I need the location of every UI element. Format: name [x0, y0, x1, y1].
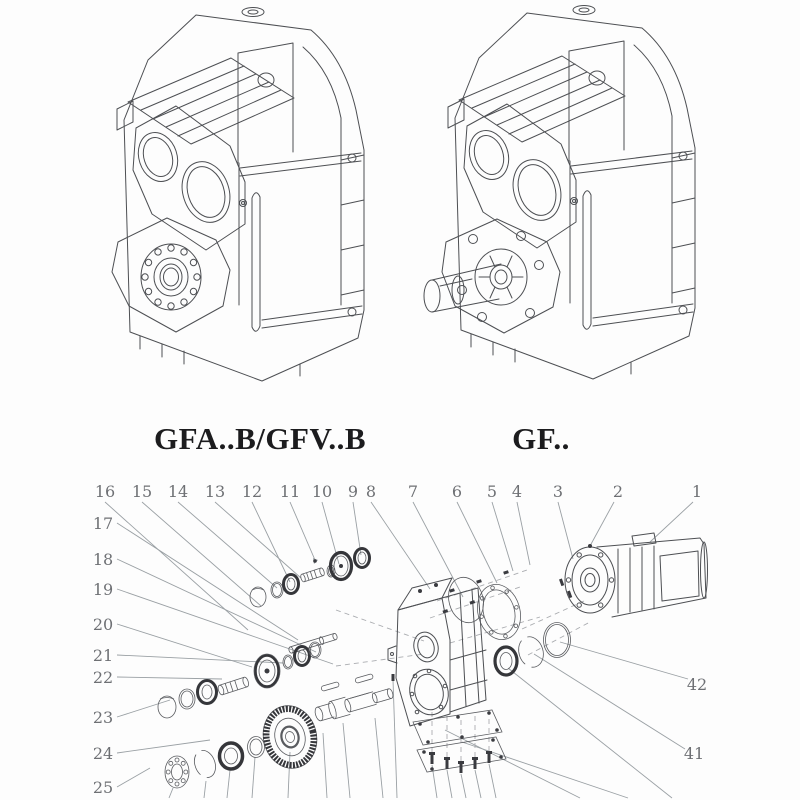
callout-42: 42 — [686, 675, 708, 694]
callout-19: 19 — [92, 580, 114, 599]
gearbox-left-drawing — [112, 8, 364, 382]
callout-16: 16 — [94, 482, 116, 501]
input-bearing-rings — [495, 623, 571, 676]
exploded-view — [93, 482, 708, 798]
output-gear — [257, 700, 324, 774]
callout-6: 6 — [451, 482, 463, 501]
callout-3: 3 — [552, 482, 564, 501]
input-drive-unit — [559, 533, 707, 617]
callout-23: 23 — [92, 708, 114, 727]
gearbox-right-drawing — [424, 6, 695, 380]
callout-13: 13 — [204, 482, 226, 501]
callout-25: 25 — [92, 778, 114, 797]
cover-bolts — [429, 751, 492, 773]
callout-5: 5 — [486, 482, 498, 501]
model-label-left: GFA..B/GFV..B — [153, 421, 367, 456]
callout-20: 20 — [92, 615, 114, 634]
output-shaft-flange — [424, 219, 560, 333]
housing — [388, 578, 487, 726]
callout-9: 9 — [347, 482, 359, 501]
intermediate-shaft-parts — [158, 642, 321, 718]
shaft-key-2 — [355, 674, 374, 684]
callout-41: 41 — [683, 744, 705, 763]
callout-12: 12 — [241, 482, 263, 501]
callout-2: 2 — [612, 482, 624, 501]
callout-17: 17 — [92, 514, 114, 533]
callout-8: 8 — [365, 482, 377, 501]
callout-14: 14 — [167, 482, 189, 501]
callout-24: 24 — [92, 744, 114, 763]
callout-15: 15 — [131, 482, 153, 501]
callout-1: 1 — [691, 482, 703, 501]
callout-7: 7 — [407, 482, 419, 501]
input-pinion-parts — [250, 549, 370, 608]
shaft-key-1 — [321, 682, 340, 692]
callout-22: 22 — [92, 668, 114, 687]
callout-10: 10 — [311, 482, 333, 501]
callout-21: 21 — [92, 646, 114, 665]
callout-numbers — [93, 482, 707, 797]
callout-11: 11 — [279, 482, 301, 501]
callout-18: 18 — [92, 550, 114, 569]
model-label-right: GF.. — [512, 421, 570, 456]
callout-4: 4 — [511, 482, 523, 501]
